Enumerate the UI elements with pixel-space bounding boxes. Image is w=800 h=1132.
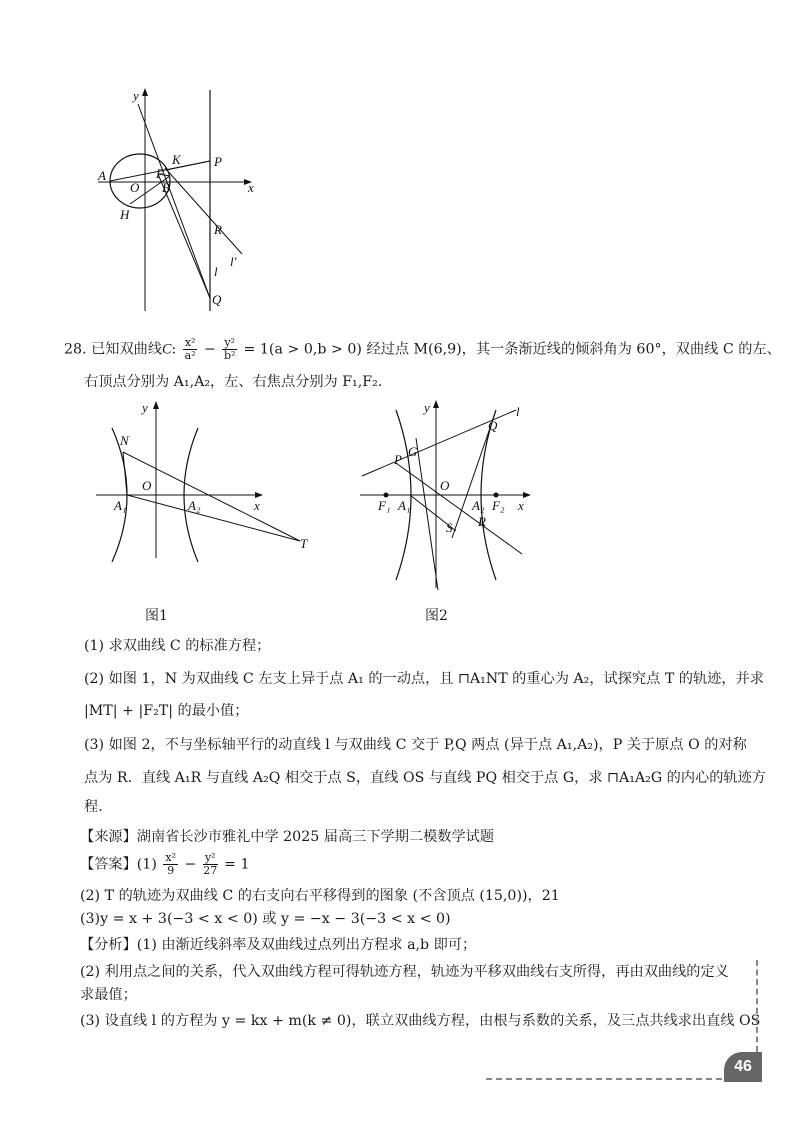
answer-line-3: (3)y = x + 3(−3 < x < 0) 或 y = −x − 3(−3 < x < 0) <box>80 911 451 927</box>
part-2-line-1: (2) 如图 1，N 为双曲线 C 左支上异于点 A₁ 的一动点，且 ⊓A₁NT 的重心为 A₂，试探究点 T 的轨迹，并求 <box>84 671 764 687</box>
minus-sign: − <box>203 341 216 358</box>
top-fig-label: O <box>130 180 140 195</box>
top-fig-label: F <box>156 166 164 181</box>
figure-2-caption: 图2 <box>425 608 448 624</box>
fig2-label: R <box>478 514 486 529</box>
top-figure <box>90 86 270 318</box>
colon: : <box>171 341 177 358</box>
fig2-label: P <box>394 452 402 467</box>
analysis-line-2: (2) 利用点之间的关系，代入双曲线方程可得轨迹方程，轨迹为平移双曲线右支所得，再由双曲线的定义 <box>80 964 729 980</box>
dashed-border-vertical <box>756 960 758 1052</box>
denominator: a² <box>184 349 196 362</box>
fig1-label: T <box>300 536 308 551</box>
numerator: y² <box>204 851 216 864</box>
fig1-label: O <box>142 478 152 493</box>
equation-tail: = 1 <box>224 856 250 873</box>
analysis-text: (1) 由渐近线斜率及双曲线过点列出方程求 a,b 即可； <box>136 937 477 953</box>
answer-prefix: (1) <box>136 856 157 873</box>
fig1-label: x <box>254 498 260 513</box>
analysis-line-1 <box>80 934 476 956</box>
top-fig-label: l <box>214 264 218 279</box>
answer-line-2: (2) T 的轨迹为双曲线 C 的右支向右平移得到的图象 (不含顶点 (15,0))，21 <box>80 888 560 904</box>
part-1: (1) 求双曲线 C 的标准方程； <box>84 638 271 654</box>
top-fig-label: A <box>98 168 106 183</box>
numerator: x² <box>184 336 196 349</box>
dashed-border-horizontal <box>486 1078 722 1080</box>
fig2-label: y <box>424 400 430 415</box>
minus-sign: − <box>184 856 197 873</box>
denominator: 9 <box>167 864 175 877</box>
top-fig-label: P <box>214 154 222 169</box>
fig2-label: O <box>440 478 450 493</box>
top-fig-label: y <box>133 88 139 103</box>
fig2-label: F₂ <box>492 498 505 513</box>
fraction <box>183 337 198 362</box>
numerator: x² <box>165 851 177 864</box>
top-fig-label: H <box>120 207 130 222</box>
curve-name: C <box>162 341 172 358</box>
source-text: 湖南省长沙市雅礼中学 2025 届高三下学期二模数学试题 <box>136 829 495 845</box>
top-fig-label: R <box>214 222 222 237</box>
problem-line-2: 右顶点分别为 A₁,A₂，左、右焦点分别为 F₁,F₂. <box>84 374 383 390</box>
fig1-label: y <box>142 400 148 415</box>
fraction <box>222 337 237 362</box>
fig2-label: G <box>408 444 418 459</box>
problem-line-1 <box>64 337 781 362</box>
fig2-label: l <box>516 404 520 419</box>
part-3-line-1: (3) 如图 2，不与坐标轴平行的动直线 l 与双曲线 C 交于 P,Q 两点 (异于点 A₁,A₂)，P 关于原点 O 的对称 <box>84 737 747 753</box>
figure-1-caption: 图1 <box>145 608 168 624</box>
fig1-label: N <box>120 433 129 448</box>
equation-tail: = 1(a > 0,b > 0) <box>243 341 362 358</box>
fraction <box>203 852 218 877</box>
analysis-label: 【分析】 <box>80 937 137 953</box>
numerator: y² <box>224 336 235 349</box>
analysis-line-3: 求最值； <box>80 987 137 1003</box>
top-fig-label: B <box>162 180 170 195</box>
fig2-label: A₂ <box>472 498 485 513</box>
analysis-line-4: (3) 设直线 l 的方程为 y = kx + m(k ≠ 0)，联立双曲线方程，由根与系数的关系，及三点共线求出直线 OS <box>80 1013 761 1029</box>
answer-label: 【答案】 <box>80 856 137 873</box>
fig1-label: A₁ <box>114 498 127 513</box>
fraction <box>163 852 178 877</box>
page-number: 46 <box>724 1052 762 1082</box>
top-fig-label: Q <box>212 292 222 307</box>
fig2-label: F₁ <box>378 498 391 513</box>
problem-text: 已知双曲线 <box>91 341 163 358</box>
fig2-label: x <box>518 498 524 513</box>
fig2-label: S <box>446 520 453 535</box>
fig1-label: A₂ <box>188 498 201 513</box>
fig2-label: Q <box>488 418 498 433</box>
figure-2 <box>356 398 536 594</box>
problem-text: 经过点 M(6,9)，其一条渐近线的倾斜角为 60°，双曲线 C 的左、 <box>366 341 781 358</box>
part-3-line-3: 程. <box>84 799 103 815</box>
source-line <box>80 826 494 848</box>
top-fig-label: K <box>172 152 181 167</box>
part-3-line-2: 点为 R．直线 A₁R 与直线 A₂Q 相交于点 S，直线 OS 与直线 PQ 相交于点 G，求 ⊓A₁A₂G 的内心的轨迹方 <box>84 770 766 786</box>
denominator: 27 <box>203 864 218 877</box>
part-2-line-2: |MT| + |F₂T| 的最小值； <box>84 703 249 719</box>
figure-1 <box>90 398 320 566</box>
answer-line-1 <box>80 852 250 877</box>
source-label: 【来源】 <box>80 829 137 845</box>
fig2-label: A₁ <box>398 498 411 513</box>
top-fig-label: x <box>248 180 254 195</box>
problem-number: 28. <box>64 341 87 358</box>
top-fig-label: l′ <box>230 254 237 269</box>
denominator: b² <box>223 349 236 362</box>
